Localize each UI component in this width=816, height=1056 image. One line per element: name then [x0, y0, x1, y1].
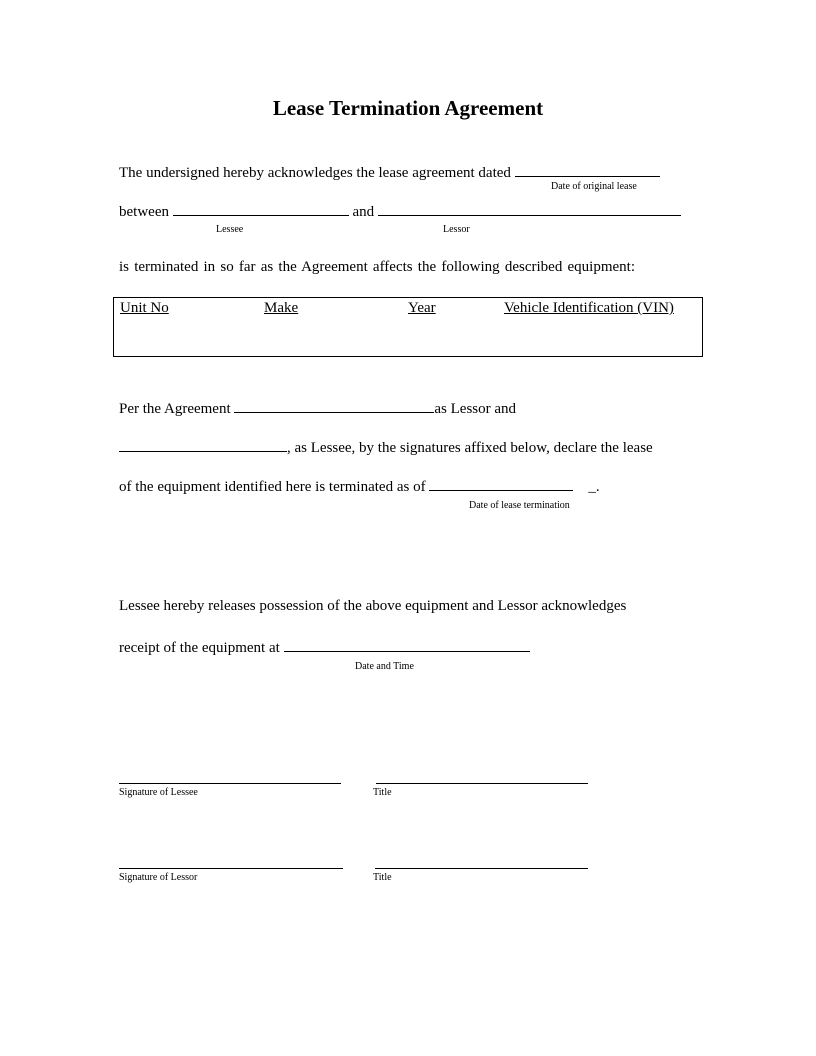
- lessee-declare-line: [119, 437, 653, 457]
- lessee-party-field[interactable]: [119, 437, 287, 452]
- equipment-table: [113, 297, 703, 357]
- termination-prefix: of the equipment identified here is terminated as of: [119, 479, 426, 495]
- lessor-signature-caption: Signature of Lessor: [119, 872, 198, 883]
- lessee-name-field[interactable]: [173, 201, 349, 216]
- parties-line: [119, 201, 681, 221]
- lessee-signature-line[interactable]: [119, 783, 341, 784]
- equipment-intro-text: is terminated in so far as the Agreement affects the following described equipment:: [119, 259, 635, 275]
- lessor-signature-line[interactable]: [119, 868, 343, 869]
- per-agreement-line: [119, 398, 516, 418]
- original-lease-date-field[interactable]: [515, 162, 660, 177]
- termination-line: [119, 476, 600, 496]
- between-label: between: [119, 204, 169, 220]
- termination-date-caption: Date of lease termination: [469, 500, 570, 511]
- lessor-title-caption: Title: [373, 872, 392, 883]
- termination-suffix: _.: [588, 479, 600, 495]
- lessor-title-line[interactable]: [375, 868, 588, 869]
- declare-text: , as Lessee, by the signatures affixed below, declare the lease: [287, 440, 653, 456]
- termination-date-field[interactable]: [429, 476, 573, 491]
- intro-text: The undersigned hereby acknowledges the lease agreement dated: [119, 165, 511, 181]
- header-unit-no: Unit No: [120, 300, 169, 316]
- header-vin: Vehicle Identification (VIN): [504, 300, 674, 316]
- document-title: Lease Termination Agreement: [272, 96, 544, 120]
- original-lease-date-caption: Date of original lease: [551, 181, 637, 192]
- receipt-datetime-field[interactable]: [284, 637, 530, 652]
- lessee-signature-caption: Signature of Lessee: [119, 787, 198, 798]
- receipt-line: [119, 637, 530, 657]
- lessee-caption: Lessee: [216, 224, 244, 235]
- header-make: Make: [264, 300, 299, 316]
- header-year: Year: [408, 300, 436, 316]
- intro-line: [119, 162, 660, 182]
- receipt-prefix: receipt of the equipment at: [119, 640, 280, 656]
- lessor-name-field[interactable]: [378, 201, 681, 216]
- lessee-title-line[interactable]: [376, 783, 588, 784]
- and-label: and: [352, 204, 375, 220]
- lessor-party-field[interactable]: [234, 398, 434, 413]
- release-line: Lessee hereby releases possession of the above equipment and Lessor acknowledges: [119, 598, 627, 614]
- datetime-caption: Date and Time: [355, 661, 414, 672]
- lessee-title-caption: Title: [373, 787, 392, 798]
- per-agreement-suffix: as Lessor and: [434, 401, 517, 417]
- lessor-caption: Lessor: [443, 224, 470, 235]
- per-agreement-prefix: Per the Agreement: [119, 401, 231, 417]
